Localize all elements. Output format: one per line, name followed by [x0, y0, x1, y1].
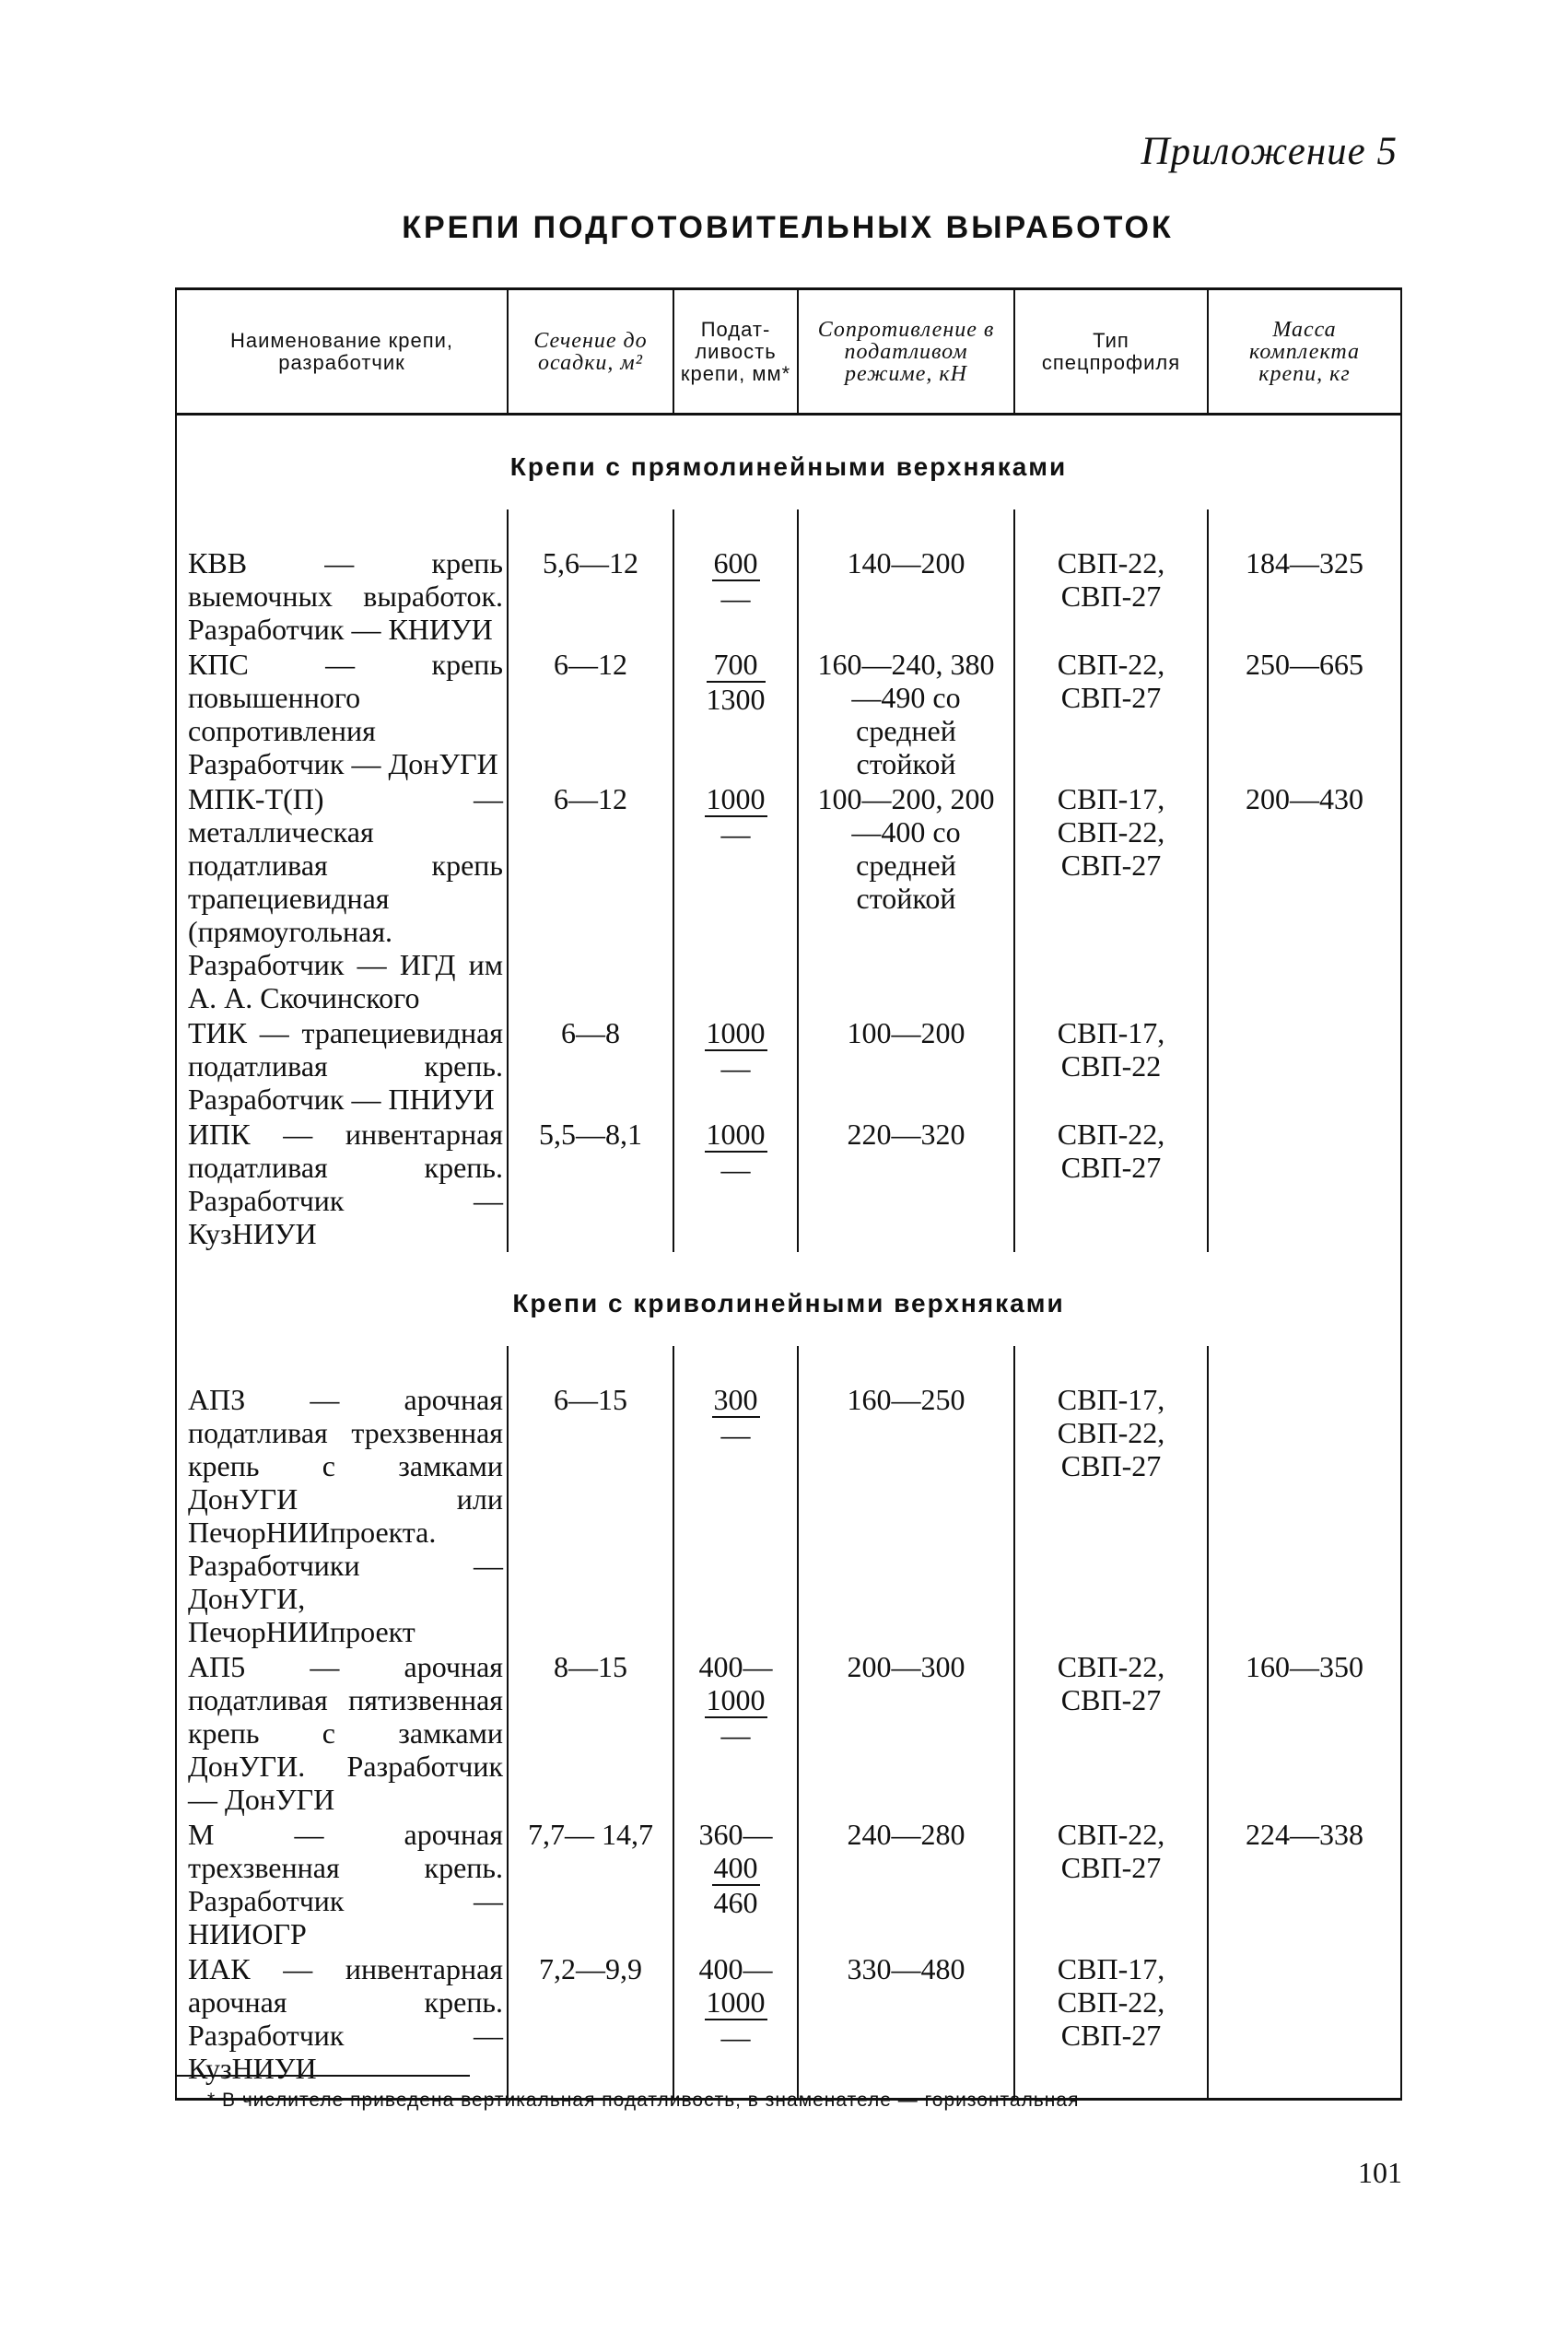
- support-profile: СВП-22, СВП-27: [1014, 1650, 1208, 1818]
- yield-horizontal: —: [720, 1153, 751, 1186]
- table-row: [176, 1118, 1401, 1252]
- support-yield: [673, 782, 798, 1016]
- yield-vertical: 1000: [706, 1683, 766, 1716]
- support-area: 6—12: [508, 648, 673, 782]
- section-title: Крепи с криволинейными верхняками: [176, 1252, 1401, 1346]
- yield-vertical: 300: [713, 1383, 758, 1416]
- yield-fraction: [712, 546, 760, 615]
- support-resistance: 100—200, 200—400 со средней стойкой: [798, 782, 1014, 1016]
- yield-horizontal: —: [720, 581, 751, 615]
- support-area: 5,6—12: [508, 509, 673, 648]
- support-resistance: 100—200: [798, 1016, 1014, 1118]
- support-yield: [673, 1650, 798, 1818]
- yield-horizontal: 460: [713, 1886, 758, 1919]
- support-mass: 184—325: [1208, 509, 1401, 648]
- support-name: ИПК — инвентарная податливая крепь. Разработчик — КузНИУИ: [176, 1118, 508, 1252]
- yield-horizontal: —: [720, 1051, 751, 1084]
- support-profile: СВП-17, СВП-22, СВП-27: [1014, 1346, 1208, 1650]
- support-profile: СВП-22, СВП-27: [1014, 648, 1208, 782]
- yield-fraction: [712, 1851, 760, 1919]
- table-row: [176, 1952, 1401, 2100]
- support-mass: 200—430: [1208, 782, 1401, 1016]
- support-resistance: 240—280: [798, 1818, 1014, 1952]
- support-mass: [1208, 1952, 1401, 2100]
- yield-fraction: [705, 1016, 767, 1084]
- support-yield: [673, 1952, 798, 2100]
- yield-vertical: 400: [713, 1851, 758, 1884]
- support-resistance: 140—200: [798, 509, 1014, 648]
- yield-vertical: 1000: [706, 1118, 766, 1151]
- support-name: КПС — крепь повышенного сопротивления Разработчик — ДонУГИ: [176, 648, 508, 782]
- yield-fraction: [705, 1985, 767, 2054]
- support-resistance: 160—250: [798, 1346, 1014, 1650]
- section-row: [176, 415, 1401, 510]
- support-profile: СВП-17, СВП-22, СВП-27: [1014, 1952, 1208, 2100]
- support-area: 5,5—8,1: [508, 1118, 673, 1252]
- support-yield: [673, 1118, 798, 1252]
- appendix-label: Приложение 5: [1141, 130, 1398, 173]
- support-resistance: 200—300: [798, 1650, 1014, 1818]
- table-row: [176, 782, 1401, 1016]
- support-name: КВВ — крепь выемочных выработок. Разработчик — КНИУИ: [176, 509, 508, 648]
- yield-vertical: 600: [713, 546, 758, 580]
- support-yield: [673, 509, 798, 648]
- support-profile: СВП-17, СВП-22: [1014, 1016, 1208, 1118]
- support-name: АП5 — арочная податливая пятизвенная крепь с замками ДонУГИ. Разработчик — ДонУГИ: [176, 1650, 508, 1818]
- supports-table: [175, 287, 1402, 2101]
- support-resistance: 330—480: [798, 1952, 1014, 2100]
- table-row: [176, 1650, 1401, 1818]
- footnote: * В числителе приведена вертикальная податливость, в знаменателе — горизонтальная: [207, 2090, 1080, 2111]
- section-title: Крепи с прямолинейными верхняками: [176, 415, 1401, 510]
- header-yield: Подат- ливость крепи, мм*: [673, 289, 798, 415]
- support-profile: СВП-22, СВП-27: [1014, 509, 1208, 648]
- support-area: 7,7— 14,7: [508, 1818, 673, 1952]
- support-area: 6—12: [508, 782, 673, 1016]
- yield-vertical: 700: [707, 648, 766, 683]
- yield-horizontal: —: [720, 1418, 751, 1451]
- support-area: 7,2—9,9: [508, 1952, 673, 2100]
- support-profile: СВП-22, СВП-27: [1014, 1818, 1208, 1952]
- page-title: КРЕПИ ПОДГОТОВИТЕЛЬНЫХ ВЫРАБОТОК: [402, 210, 1174, 245]
- yield-horizontal: —: [720, 1718, 751, 1751]
- yield-fraction: [705, 1683, 767, 1751]
- support-mass: [1208, 1118, 1401, 1252]
- yield-vertical: 1000: [706, 782, 766, 815]
- table-row: [176, 1016, 1401, 1118]
- supports-table-wrapper: [175, 287, 1400, 2101]
- support-mass: 224—338: [1208, 1818, 1401, 1952]
- yield-prefix: 400—: [698, 1952, 773, 1985]
- support-mass: [1208, 1346, 1401, 1650]
- yield-fraction: [712, 1383, 760, 1451]
- yield-vertical: 1000: [706, 1985, 766, 2019]
- support-yield: [673, 1818, 798, 1952]
- yield-horizontal: 1300: [706, 683, 766, 716]
- page-number: 101: [1358, 2156, 1402, 2189]
- support-resistance: 220—320: [798, 1118, 1014, 1252]
- support-yield: [673, 1346, 798, 1650]
- support-yield: [673, 1016, 798, 1118]
- section-row: [176, 1252, 1401, 1346]
- yield-horizontal: —: [720, 2020, 751, 2054]
- yield-prefix: 360—: [698, 1818, 773, 1851]
- support-name: ТИК — трапециевидная податливая крепь. Разработчик — ПНИУИ: [176, 1016, 508, 1118]
- support-profile: СВП-22, СВП-27: [1014, 1118, 1208, 1252]
- table-row: [176, 1818, 1401, 1952]
- support-name: АПЗ — арочная податливая трехзвенная крепь с замками ДонУГИ или ПечорНИИпроекта. Разработчики — ДонУГИ, ПечорНИИпроект: [176, 1346, 508, 1650]
- support-name: ИАК — инвентарная арочная крепь. Разработчик — КузНИУИ: [176, 1952, 508, 2100]
- yield-fraction: [707, 648, 766, 716]
- table-header: [176, 289, 1401, 415]
- footnote-divider: [177, 2075, 470, 2077]
- support-mass: [1208, 1016, 1401, 1118]
- header-profile: Тип спецпрофиля: [1014, 289, 1208, 415]
- yield-fraction: [705, 782, 767, 850]
- support-name: М — арочная трехзвенная крепь. Разработчик — НИИОГР: [176, 1818, 508, 1952]
- header-section: Сечение до осадки, м²: [508, 289, 673, 415]
- table-row: [176, 1346, 1401, 1650]
- yield-horizontal: —: [720, 817, 751, 850]
- support-area: 6—8: [508, 1016, 673, 1118]
- table-row: [176, 509, 1401, 648]
- header-mass: Масса комплекта крепи, кг: [1208, 289, 1401, 415]
- support-resistance: 160—240, 380—490 со средней стойкой: [798, 648, 1014, 782]
- header-name: Наименование крепи, разработчик: [176, 289, 508, 415]
- support-mass: 160—350: [1208, 1650, 1401, 1818]
- yield-vertical: 1000: [706, 1016, 766, 1049]
- support-profile: СВП-17, СВП-22, СВП-27: [1014, 782, 1208, 1016]
- support-yield: [673, 648, 798, 782]
- yield-fraction: [705, 1118, 767, 1186]
- support-mass: 250—665: [1208, 648, 1401, 782]
- support-area: 8—15: [508, 1650, 673, 1818]
- table-row: [176, 648, 1401, 782]
- support-area: 6—15: [508, 1346, 673, 1650]
- support-name: МПК-Т(П) — металлическая податливая крепь трапециевидная (прямоугольная. Разработчик — ИГД им А. А. Скочинского: [176, 782, 508, 1016]
- header-resistance: Сопротивление в податливом режиме, кН: [798, 289, 1014, 415]
- yield-prefix: 400—: [698, 1650, 773, 1683]
